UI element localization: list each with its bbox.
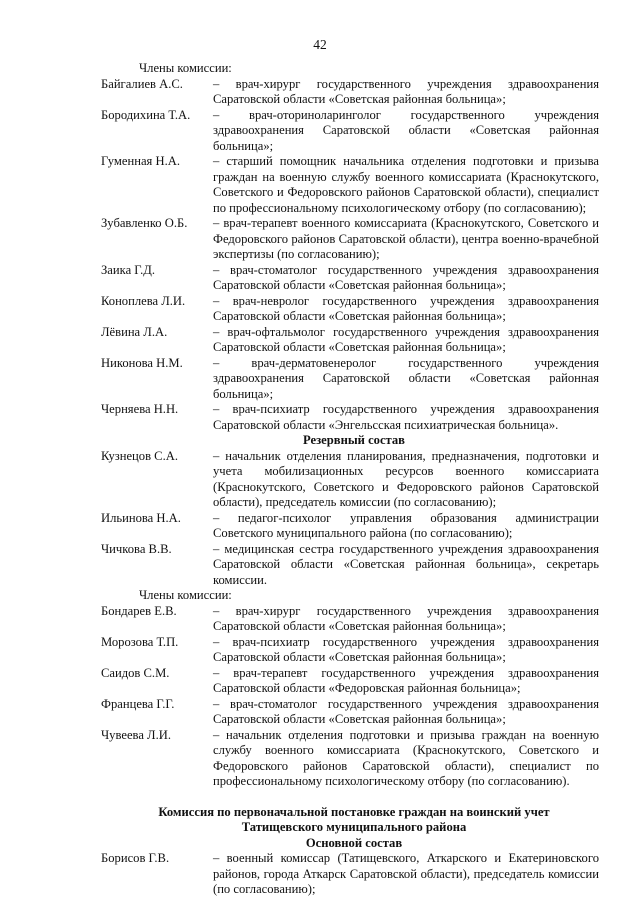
member-description: – врач-хирург государственного учреждения здравоохранения Саратовской области «Советская районная больница»;	[213, 76, 599, 106]
member-name: Чувеева Л.И.	[101, 727, 171, 742]
page-number: 42	[313, 37, 327, 52]
member-description: – военный комиссар (Татищевского, Аткарского и Екатериновского районов, города Аткарск Саратовской области), председатель комиссии (по согласованию);	[213, 851, 599, 896]
member-description: – педагог-психолог управления образования администрации Советского муниципального района (по согласованию);	[213, 510, 599, 540]
member-row	[101, 216, 599, 263]
member-description: – врач-невролог государственного учреждения здравоохранения Саратовской области «Советская районная больница»;	[213, 293, 599, 323]
member-description: – врач-терапевт государственного учреждения здравоохранения Саратовской области «Федоровская районная больница»;	[213, 665, 599, 695]
member-description: – врач-хирург государственного учреждения здравоохранения Саратовской области «Советская районная больница»;	[213, 603, 599, 633]
member-row	[101, 728, 599, 790]
member-description: – медицинская сестра государственного учреждения здравоохранения Саратовской области «Советская районная больница», секретарь комиссии.	[213, 541, 599, 587]
member-name: Кузнецов С.А.	[101, 448, 178, 463]
member-name: Зубавленко О.Б.	[101, 216, 188, 230]
member-row	[101, 263, 599, 294]
member-name: Лёвина Л.А.	[101, 324, 168, 339]
section-title-reserve: Резервный состав	[303, 433, 405, 447]
members-label: Члены комиссии:	[139, 61, 232, 75]
members-label-reserve: Члены комиссии:	[139, 588, 232, 602]
commission-title-line2: Татищевского муниципального района	[241, 820, 467, 834]
member-name: Коноплева Л.И.	[101, 293, 186, 308]
member-description: – врач-психиатр государственного учреждения здравоохранения Саратовской области «Советская районная больница»;	[213, 634, 599, 664]
member-name: Бондарев Е.В.	[101, 603, 177, 618]
member-name: Заика Г.Д.	[101, 262, 156, 277]
member-name: Байгалиев А.С.	[101, 76, 183, 91]
member-row	[101, 635, 599, 666]
member-description: – врач-терапевт военного комиссариата (Краснокутского, Советского и Федоровского районов Саратовской области), центра военно-врачебной экспертизы (по согласованию);	[213, 216, 599, 261]
member-row	[101, 511, 599, 542]
member-row	[101, 542, 599, 589]
member-description: – старший помощник начальника отделения подготовки и призыва граждан на военную службу военного комиссариата (Краснокутского, Советского и Федоровского районов Саратовской области), специалист по профессиональному психологическому отбору (по согласованию);	[213, 154, 599, 215]
reserve-members-list	[101, 604, 599, 790]
member-description: – начальник отделения подготовки и призыва граждан на военную службу военного комиссариата (Краснокутского, Советского и Федоровского районов Саратовской области), специалист по профессиональному психологическому отбору (по согласованию).	[213, 727, 599, 788]
section-title-main: Основной состав	[305, 835, 403, 850]
member-name: Никонова Н.М.	[101, 355, 183, 370]
member-description: – врач-психиатр государственного учреждения здравоохранения Саратовской области «Энгельсская психиатрическая больница».	[213, 402, 599, 432]
member-description: – врач-офтальмолог государственного учреждения здравоохранения Саратовской области «Советская районная больница»;	[213, 324, 599, 354]
member-row	[101, 449, 599, 511]
member-row	[101, 77, 599, 108]
member-name: Борисов Г.В.	[101, 851, 170, 865]
member-row	[101, 154, 599, 216]
member-description: – врач-оториноларинголог государственного учреждения здравоохранения Саратовской области «Советская районная больница»;	[213, 107, 599, 153]
member-row	[101, 697, 599, 728]
reserve-leaders-list	[101, 449, 599, 589]
member-row	[101, 604, 599, 635]
member-row	[101, 851, 599, 898]
member-name: Францева Г.Г.	[101, 696, 175, 711]
member-name: Чичкова В.В.	[101, 541, 172, 556]
member-description: – врач-стоматолог государственного учреждения здравоохранения Саратовской области «Советская районная больница»;	[213, 262, 599, 292]
member-description: – врач-стоматолог государственного учреждения здравоохранения Саратовской области «Советская районная больница»;	[213, 696, 599, 726]
member-row	[101, 294, 599, 325]
member-name: Ильинова Н.А.	[101, 510, 181, 525]
spacer	[101, 790, 599, 805]
member-row	[101, 108, 599, 155]
member-row	[101, 666, 599, 697]
member-description: – врач-дерматовенеролог государственного учреждения здравоохранения Саратовской области «Советская районная больница»;	[213, 355, 599, 401]
member-name: Саидов С.М.	[101, 665, 170, 680]
member-name: Морозова Т.П.	[101, 634, 179, 649]
member-row	[101, 325, 599, 356]
member-row	[101, 402, 599, 433]
member-name: Бородихина Т.А.	[101, 107, 191, 122]
member-description: – начальник отделения планирования, предназначения, подготовки и учета мобилизационных ресурсов военного комиссариата (Краснокутского, Советского и Федоровского районов Саратовской области), председатель комиссии (по согласованию);	[213, 448, 599, 509]
commission2-members-list	[101, 851, 599, 898]
members-list	[101, 77, 599, 434]
member-row	[101, 356, 599, 403]
document-body	[101, 61, 599, 898]
member-name: Гуменная Н.А.	[101, 154, 180, 168]
commission-title-line1: Комиссия по первоначальной постановке граждан на воинский учет	[158, 804, 550, 819]
member-name: Черняева Н.Н.	[101, 402, 179, 416]
